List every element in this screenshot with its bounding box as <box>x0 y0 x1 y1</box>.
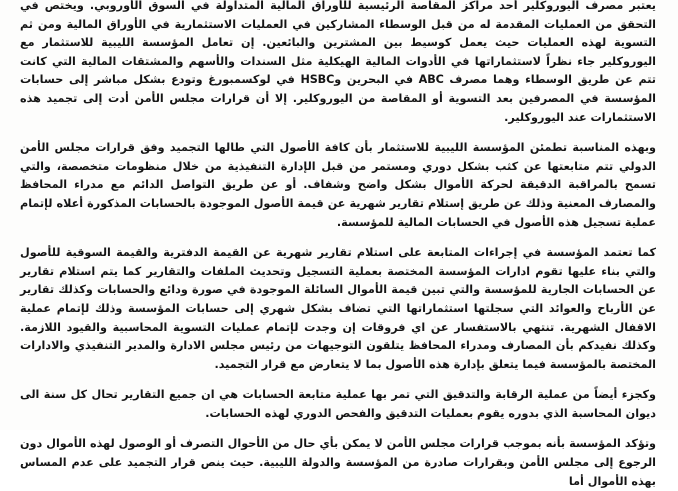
paragraph-security-council: وتؤكد المؤسسة بأنه بموجب قرارات مجلس الأمن لا يمكن بأي حال من الأحوال التصرف أو الوصول لهذه الأموال دون الرجوع إلى مجلس الأمن وبقرارات صادرة من المؤسسة والدولة الليبية. حيث ينص قرار التجميد على عدم المساس بهذه الأموال أما <box>20 437 656 488</box>
paragraph-audit-bureau: وكجزء أيضاً من عملية الرقابة والتدقيق التي تمر بها عملية متابعة الحسابات هي ان جميع التقارير تحال كل سنة الى ديوان المحاسبة الذي بدوره يقوم بعمليات التدقيق والفحص الدوري لهذه الحسابات. <box>20 388 656 420</box>
document-body <box>20 0 656 491</box>
paragraph-monthly-reports: كما تعتمد المؤسسة في إجراءات المتابعة على استلام تقارير شهرية عن القيمة الدفترية والقيمة السوقية للأصول والتي بناء عليها تقوم ادارات المؤسسة المختصة بعملية التسجيل وتحديث الملفات والتقارير كما يتم استلام تقارير عن الحسابات الجارية للمؤسسة والتي تبين قيمة الأموال السائلة الموجودة في صورة ودائع والحسابات وكذلك تقارير عن الأرباح والعوائد التي سجلتها استثماراتها التي تضاف بشكل شهري إلى حسابات المؤسسة وذلك لإتمام عملية الاقفال الشهرية. تنتهي بالاستفسار عن اي فروقات إن وجدت لإتمام عمليات التسوية المحاسبية والقيود اللازمة. وكذلك نفيدكم بأن المصارف ومدراء المحافظ يتلقون التوجيهات من رئيس مجلس الادارة والمدير التنفيذي والادارات المختصة بالمؤسسة فيما يتعلق بإدارة هذه الأصول بما لا يتعارض مع قرار التجميد. <box>20 246 656 371</box>
paragraph-asset-monitoring: وبهذه المناسبة تطمئن المؤسسة الليبية للاستثمار بأن كافة الأصول التي طالها التجميد وفق قرارات مجلس الأمن الدولي تتم متابعتها عن كثب بشكل دوري ومستمر من قبل الإدارة التنفيذية من خلال منظومات متخصصة، والتي تسمح بالمراقبة الدقيقة لحركة الأموال بشكل واضح وشفاف. أو عن طريق التواصل الدائم مع مدراء المحافظ والمصارف المعنية وذلك عن طريق إستلام تقارير شهرية عن قيمة الأصول الموجودة بالحسابات المذكورة أعلاه لإتمام عملية تسجيل هذه الأصول في الحسابات المالية للمؤسسة. <box>20 141 656 229</box>
paragraph-euroclear-intro: يعتبر مصرف اليوروكلير أحد مراكز المقاصة الرئيسية للأوراق المالية المتداولة في السوق الأوروبي. ويختص في التحقق من العمليات المقدمة له من قبل الوسطاء المشاركين في العمليات الاستثمارية في الأوراق المالية ومن ثم التسوية لهذه العمليات حيث يعمل كوسيط بين المشترين والبائعين. إن تعامل المؤسسة الليبية للاستثمار مع اليوروكلير جاء نظراً لاستثماراتها في الأدوات المالية الهيكلية مثل السندات والأسهم والمشتقات المالية التي كانت تتم عن طريق الوسطاء وهما مصرف ABC في البحرين وHSBC في لوكسمبورغ وتودع بشكل مباشر إلى حسابات المؤسسة في المصرفين بعد التسوية أو المقاصة من اليوروكلير. إلا أن قرارات مجلس الأمن أدت إلى تجميد هذه الاستثمارات عند اليوروكلير. <box>20 0 657 124</box>
